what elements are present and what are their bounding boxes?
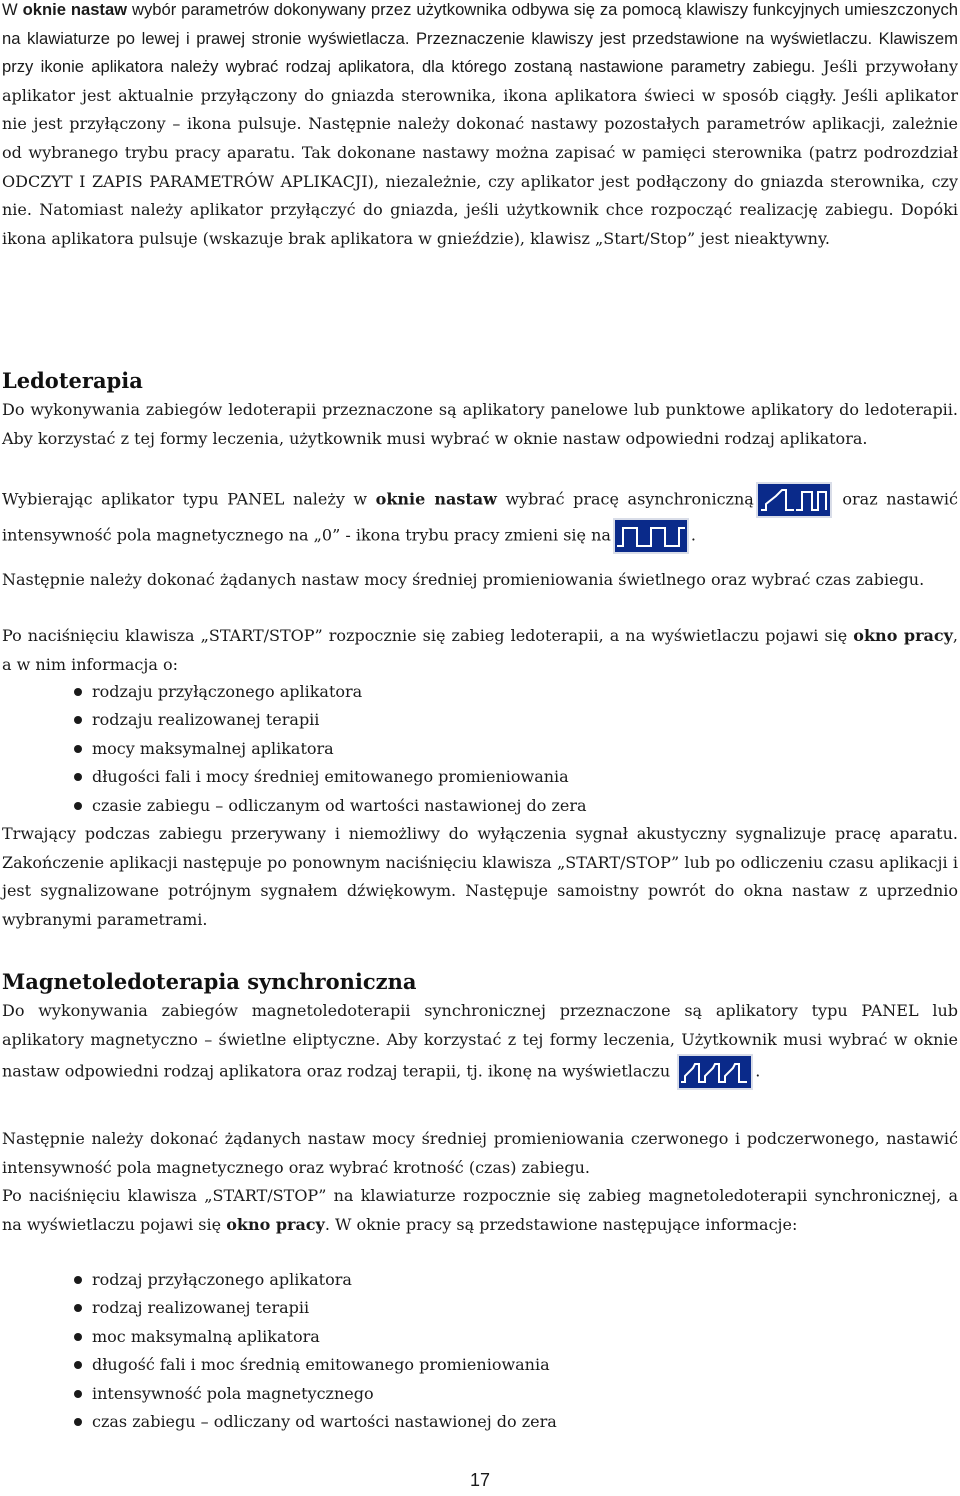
ledoterapia-text: wybrać pracę asynchroniczną	[496, 489, 754, 509]
list-item-text: moc maksymalną aplikatora	[92, 1326, 320, 1346]
list-item	[2, 1294, 958, 1322]
list-item	[2, 735, 958, 763]
bullet-icon	[74, 716, 82, 724]
magnetoledoterapia-paragraph-1	[2, 997, 958, 1090]
list-item	[2, 792, 958, 820]
ledoterapia-bold-term: okno pracy	[853, 626, 953, 645]
magnetoledoterapia-text: Po naciśnięciu klawisza „START/STOP” na klawiaturze rozpocznie się zabieg magnetoledoterapii synchronicznej, a na wyświetlaczu pojawi się	[2, 1186, 958, 1234]
list-item-text: czasie zabiegu – odliczanym od wartości nastawionej do zera	[92, 795, 587, 815]
magnetoledoterapia-paragraph-2: Następnie należy dokonać żądanych nastaw mocy średniej promieniowania czerwonego i podczerwonego, nastawić intensywność pola magnetycznego oraz wybrać krotność (czas) zabiegu.	[2, 1129, 958, 1177]
section-heading-magnetoledoterapia: Magnetoledoterapia synchroniczna	[2, 969, 417, 994]
list-item	[2, 1266, 958, 1294]
list-item-text: długość fali i moc średnią emitowanego promieniowania	[92, 1355, 550, 1375]
ledoterapia-bold-term: oknie nastaw	[375, 489, 497, 509]
asynchronous-mode-icon	[756, 482, 832, 518]
list-item-text: rodzaj przyłączonego aplikatora	[92, 1270, 352, 1289]
list-item-text: mocy maksymalnej aplikatora	[92, 738, 334, 758]
bullet-icon	[74, 1390, 82, 1398]
magnetoledoterapia-text: . W oknie pracy są przedstawione następujące informacje:	[324, 1214, 798, 1234]
list-item-text: rodzaj realizowanej terapii	[92, 1298, 310, 1318]
ledoterapia-paragraph-2	[2, 482, 958, 554]
ledoterapia-text: Po naciśnięciu klawisza „START/STOP” rozpocznie się zabieg ledoterapii, a na wyświetlaczu pojawi się	[2, 626, 854, 645]
bullet-icon	[74, 802, 82, 810]
bullet-icon	[74, 1361, 82, 1369]
bullet-icon	[74, 745, 82, 753]
bullet-icon	[74, 773, 82, 781]
bullet-icon	[74, 1276, 82, 1284]
page-number: 17	[469, 1470, 491, 1490]
list-item-text: intensywność pola magnetycznego	[92, 1383, 374, 1403]
intro-text: wybór parametrów dokonywany przez użytkownika odbywa się za pomocą klawiszy funkcyjnych umieszczonych na klawiaturze po lewej i prawej stronie wyświetlacza. Przeznaczenie klawiszy jest przedstawione na wyświetlaczu.	[2, 0, 958, 48]
intro-paragraph	[2, 0, 958, 253]
intro-text: W	[2, 0, 23, 19]
list-item	[2, 706, 958, 734]
list-item-text: rodzaju przyłączonego aplikatora	[92, 682, 363, 701]
magnetoledoterapia-text: Do wykonywania zabiegów magnetoledoterapii synchronicznej przeznaczone są aplikatory typu PANEL lub aplikatory magnetyczno – świetlne eliptyczne. Aby korzystać z tej formy leczenia, Użytkownik musi wybrać w oknie nastaw odpowiedni rodzaj aplikatora oraz rodzaj terapii, tj. ikonę na wyświetlaczu	[2, 1001, 958, 1081]
ledoterapia-text: , a w nim informacja o:	[2, 626, 958, 674]
ledoterapia-paragraph-5: Trwający podczas zabiegu przerywany i niemożliwy do wyłączenia sygnał akustyczny sygnalizuje pracę aparatu. Zakończenie aplikacji następuje po ponownym naciśnięciu klawisza „START/STOP” lub po odliczeniu czasu aplikacji i jest sygnalizowane potrójnym sygnałem dźwiękowym. Następuje samoistny powrót do okna nastaw z uprzednio wybranymi parametrami.	[2, 824, 958, 929]
pulse-mode-icon	[613, 518, 689, 554]
ledoterapia-text: .	[690, 525, 697, 545]
intro-bold-term: oknie nastaw	[22, 0, 128, 19]
synchronous-mode-icon	[677, 1054, 753, 1090]
ledoterapia-paragraph-3: Następnie należy dokonać żądanych nastaw mocy średniej promieniowania świetlnego oraz wybrać czas zabiegu.	[2, 570, 925, 589]
list-item	[2, 1323, 958, 1351]
ledoterapia-paragraph-4	[2, 622, 958, 679]
bullet-icon	[74, 1418, 82, 1426]
list-item	[2, 1351, 958, 1379]
list-item	[2, 1380, 958, 1408]
section-heading-ledoterapia: Ledoterapia	[2, 368, 143, 393]
bullet-icon	[74, 688, 82, 696]
magnetoledoterapia-text: .	[755, 1061, 761, 1081]
ledoterapia-info-list	[2, 678, 958, 820]
magnetoledoterapia-paragraph-3	[2, 1182, 958, 1239]
list-item-text: rodzaju realizowanej terapii	[92, 710, 320, 730]
ledoterapia-text: Wybierając aplikator typu PANEL należy w	[2, 489, 376, 509]
intro-text: Jeśli przywołany aplikator jest aktualnie przyłączony do gniazda sterownika, ikona aplikatora świeci w sposób ciągły. Jeśli aplikator nie jest przyłączony – ikona pulsuje. Następnie należy dokonać nastawy pozostałych parametrów aplikacji, zależnie od wybranego trybu pracy aparatu. Tak dokonane nastawy można zapisać w pamięci sterownika (patrz podrozdział ODCZYT I ZAPIS PARAMETRÓW APLIKACJI), niezależnie, czy aplikator jest podłączony do gniazda sterownika, czy nie. Natomiast należy aplikator przyłączyć do gniazda, jeśli użytkownik chce rozpocząć realizację zabiegu. Dopóki ikona aplikatora pulsuje (wskazuje brak aplikatora w gnieździe), klawisz „Start/Stop” jest nieaktywny.	[2, 57, 958, 248]
ledoterapia-paragraph-1: Do wykonywania zabiegów ledoterapii przeznaczone są aplikatory panelowe lub punktowe aplikatory do ledoterapii. Aby korzystać z tej formy leczenia, użytkownik musi wybrać w oknie nastaw odpowiedni rodzaj aplikatora.	[2, 400, 958, 448]
list-item	[2, 678, 958, 706]
list-item-text: długości fali i mocy średniej emitowanego promieniowania	[92, 767, 569, 787]
bullet-icon	[74, 1333, 82, 1341]
list-item-text: czas zabiegu – odliczany od wartości nastawionej do zera	[92, 1412, 557, 1432]
bullet-icon	[74, 1304, 82, 1312]
magnetoledoterapia-bold-term: okno pracy	[226, 1214, 325, 1234]
magnetoledoterapia-info-list	[2, 1266, 958, 1436]
ledoterapia-text: oraz nastawić intensywność pola magnetycznego na „0” - ikona trybu pracy zmieni się na	[2, 489, 958, 545]
intro-text: Klawiszem przy ikonie aplikatora należy wybrać rodzaj aplikatora, dla którego zostaną nastawione parametry zabiegu.	[2, 28, 958, 77]
list-item	[2, 1408, 958, 1436]
list-item	[2, 763, 958, 791]
